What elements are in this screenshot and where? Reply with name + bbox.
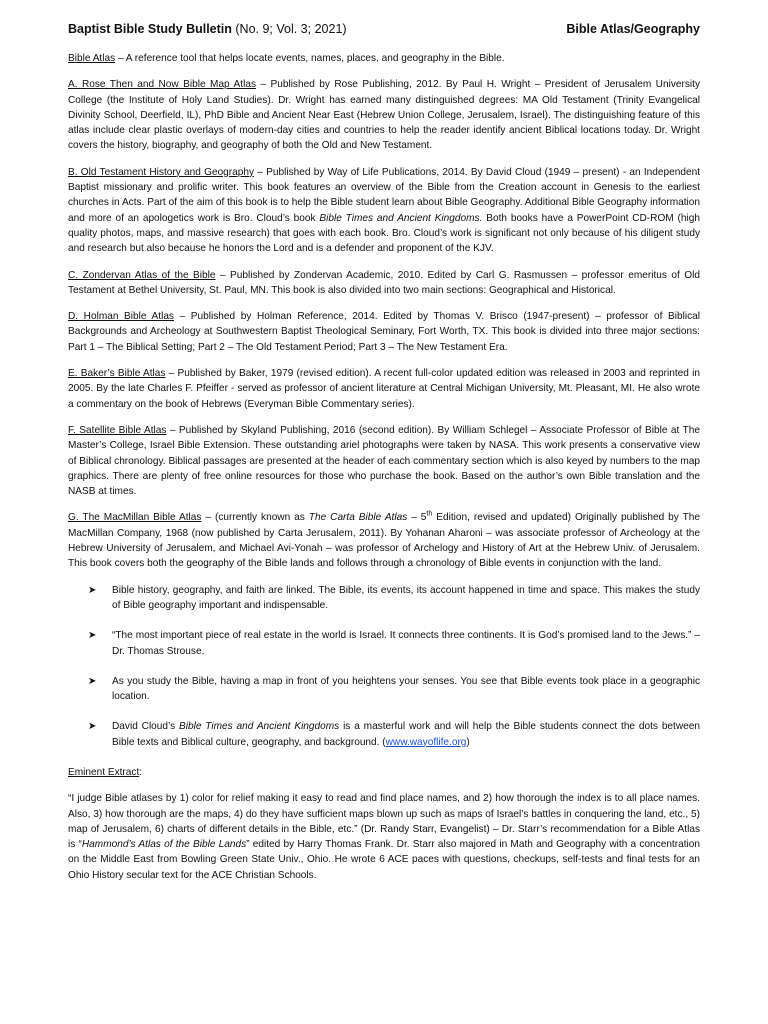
extract-italic: Hammond’s Atlas of the Bible Lands [81,839,247,851]
entry-d [68,309,700,355]
entry-text: – 5 [407,512,427,524]
entry-title: A. Rose Then and Now Bible Map Atlas [68,79,256,91]
entry-italic: Bible Times and Ancient Kingdoms. [319,212,483,224]
entry-text: – Published by Rose Publishing, 2012. By Paul H. Wright – President of Jerusalem University College (the Institute of Holy Land Studies). Dr. Wright has earned many distinguished degrees: MA Old Testament (Trinity Evangelical Divinity School, Deerfield, IL), PhD Bible and Ancient Near East (Hebrew Union College, Jerusalem, Israel). The distinguishing feature of this atlas include clear plastic overlays of modern-day cities and countries to help the reader identify ancient Biblical locations today. Dr. Wright covers the history, biography, and geography of both the Old and New Testament. [68,79,700,152]
list-item [68,583,700,614]
entry-g [68,510,700,571]
entry-text: Edition, revised and updated) Originally published by The MacMillan Company, 1968 (now published by Carta Jerusalem, 2011). By Yohanan Aharoni – was associate professor of Archeology at the Hebrew University of Jerusalem, and Michael Avi-Yonah – was professor of Archelogy and History of Art at the Hebrew Univ. of Jerusalem. This book covers both the geography of the Bible lands and follows through a chronology of Bible events in conjunction with the land. [68,512,700,570]
bullet-text: As you study the Bible, having a map in front of you heightens your senses. You see that Bible events took place in a geographic location. [112,675,700,703]
topic-title: Bible Atlas/Geography [566,22,700,36]
entry-title: B. Old Testament History and Geography [68,166,255,178]
entry-text: – Published by Holman Reference, 2014. Edited by Thomas V. Brisco (1947-present) – professor of Biblical Backgrounds and Archeology at Southwestern Baptist Theological Seminary, Fort Worth, TX. This book is divided into three major sections: Part 1 – The Biblical Setting; Part 2 – The Old Testament Period; Part 3 – The New Testament Era. [68,311,700,353]
entry-text: – Published by Baker, 1979 (revised edition). A recent full-color updated edition was released in 2003 and reprinted in 2005. By the late Charles F. Pfeiffer - served as professor of ancient literature at Central Michigan University, Mt. Pleasant, MI. He also wrote a commentary on the book of Hebrews (Everyman Bible Commentary series). [68,368,700,410]
bullet-text: is a masterful work and will help the Bible students connect the dots between Bible texts and Biblical culture, geography, and background. ( [112,721,700,748]
extract-text: ” edited by Harry Thomas Frank. Dr. Starr also majored in Math and Geography with a concentration on the Middle East from Bowling Green State Univ., Ohio. He wrote 6 ACE paces with questions, checkups, self-tests and final tests for an Ohio History secular text for the ACE Christian Schools. [68,839,700,881]
entry-title: E. Baker’s Bible Atlas [68,368,166,380]
extract-paragraph [68,791,700,883]
edition-superscript: th [426,511,433,519]
entry-text: – Published by Way of Life Publications, 2014. By David Cloud (1949 – present) - an Independent Baptist missionary and prolific writer. This book features an overview of the Bible from the Creation account in Genesis to the earliest churches in Acts. Part of the aim of this book is to help the Bible student learn about Bible Geography. Additional Bible Geography information and more of an apologetics work is Bro. Cloud’s book [68,166,700,224]
extract-title: Eminent Extract [68,766,140,778]
list-item [68,674,700,705]
entry-title: F. Satellite Bible Atlas [68,424,167,436]
entry-e [68,366,700,412]
entry-text: – Published by Zondervan Academic, 2010. Edited by Carl G. Rasmussen – professor emeritus of Old Testament at Bethel University, St. Paul, MN. This book is also divided into two main sections: Geographical and Historical. [68,269,701,296]
intro-text: – A reference tool that helps locate events, names, places, and geography in the Bible. [115,53,505,64]
extract-colon: : [139,766,143,778]
arrow-bullet-icon: ➤ [88,584,97,596]
intro-term: Bible Atlas [68,53,116,64]
entry-text: Both books have a PowerPoint CD-ROM (high quality photos, maps, and massive research) that goes with each book. Bro. Cloud’s work is significant not only because of his diligent study and research but also because he honors the Lord and is a defender and proponent of the KJV. [68,212,700,255]
entry-text: – Published by Skyland Publishing, 2016 (second edition). By William Schlegel – Associate Professor of Bible at The Master’s College, Israel Bible Extension. These outstanding ariel photographs were taken by NASA. This work presents a conservative view of Biblical chronology. Biblical passages are presented at the header of each commentary section which is also keyed by numbers to the map graphics. There are plenty of free online resources for those who purchase the book. Based on the author’s own Bible translation and the NASB at times. [68,424,700,498]
entry-text: – (currently known as [201,512,309,524]
list-item [68,719,700,750]
bullet-text: “The most important piece of real estate in the world is Israel. It connects three continents. It is God’s promised land to the Jews.” – Dr. Thomas Strouse. [112,630,700,657]
bullet-text: ) [466,736,470,748]
bullet-list [68,583,700,750]
entry-italic: The Carta Bible Atlas [308,512,408,524]
entry-a [68,77,700,153]
page-header [68,22,700,36]
bullet-text: David Cloud’s [112,721,179,733]
extract-text: “I judge Bible atlases by 1) color for relief making it easy to read and find place names, and 2) how thorough the index is to all place names. Also, 3) how thorough are the maps, 4) do they have sufficient maps blown up such as maps of Israel’s battles in conquering the land, etc., 5) map of Jerusalem, 6) charts of different details in the Bible, etc.” (Dr. Randy Starr, Evangelist) – Dr. Starr’s recommendation for a Bible Atlas is “ [68,793,700,851]
extract-heading [68,765,700,780]
wayoflife-link[interactable]: www.wayoflife.org [385,736,467,748]
arrow-bullet-icon: ➤ [88,630,97,642]
bulletin-name: Baptist Bible Study Bulletin [68,22,232,36]
intro-paragraph [68,51,700,66]
bullet-italic: Bible Times and Ancient Kingdoms [178,721,340,733]
entry-f [68,423,700,499]
entry-title: C. Zondervan Atlas of the Bible [68,269,216,281]
entry-b [68,165,700,257]
bulletin-issue: (No. 9; Vol. 3; 2021) [231,22,347,36]
entry-title: G. The MacMillan Bible Atlas [68,512,202,524]
bullet-text: Bible history, geography, and faith are linked. The Bible, its events, its account happened in time and space. This makes the study of Bible geography important and indispensable. [112,584,700,611]
entry-c [68,268,700,299]
list-item [68,628,700,659]
bulletin-title [68,22,347,36]
arrow-bullet-icon: ➤ [88,721,97,733]
arrow-bullet-icon: ➤ [88,675,97,687]
entry-title: D. Holman Bible Atlas [68,311,174,323]
